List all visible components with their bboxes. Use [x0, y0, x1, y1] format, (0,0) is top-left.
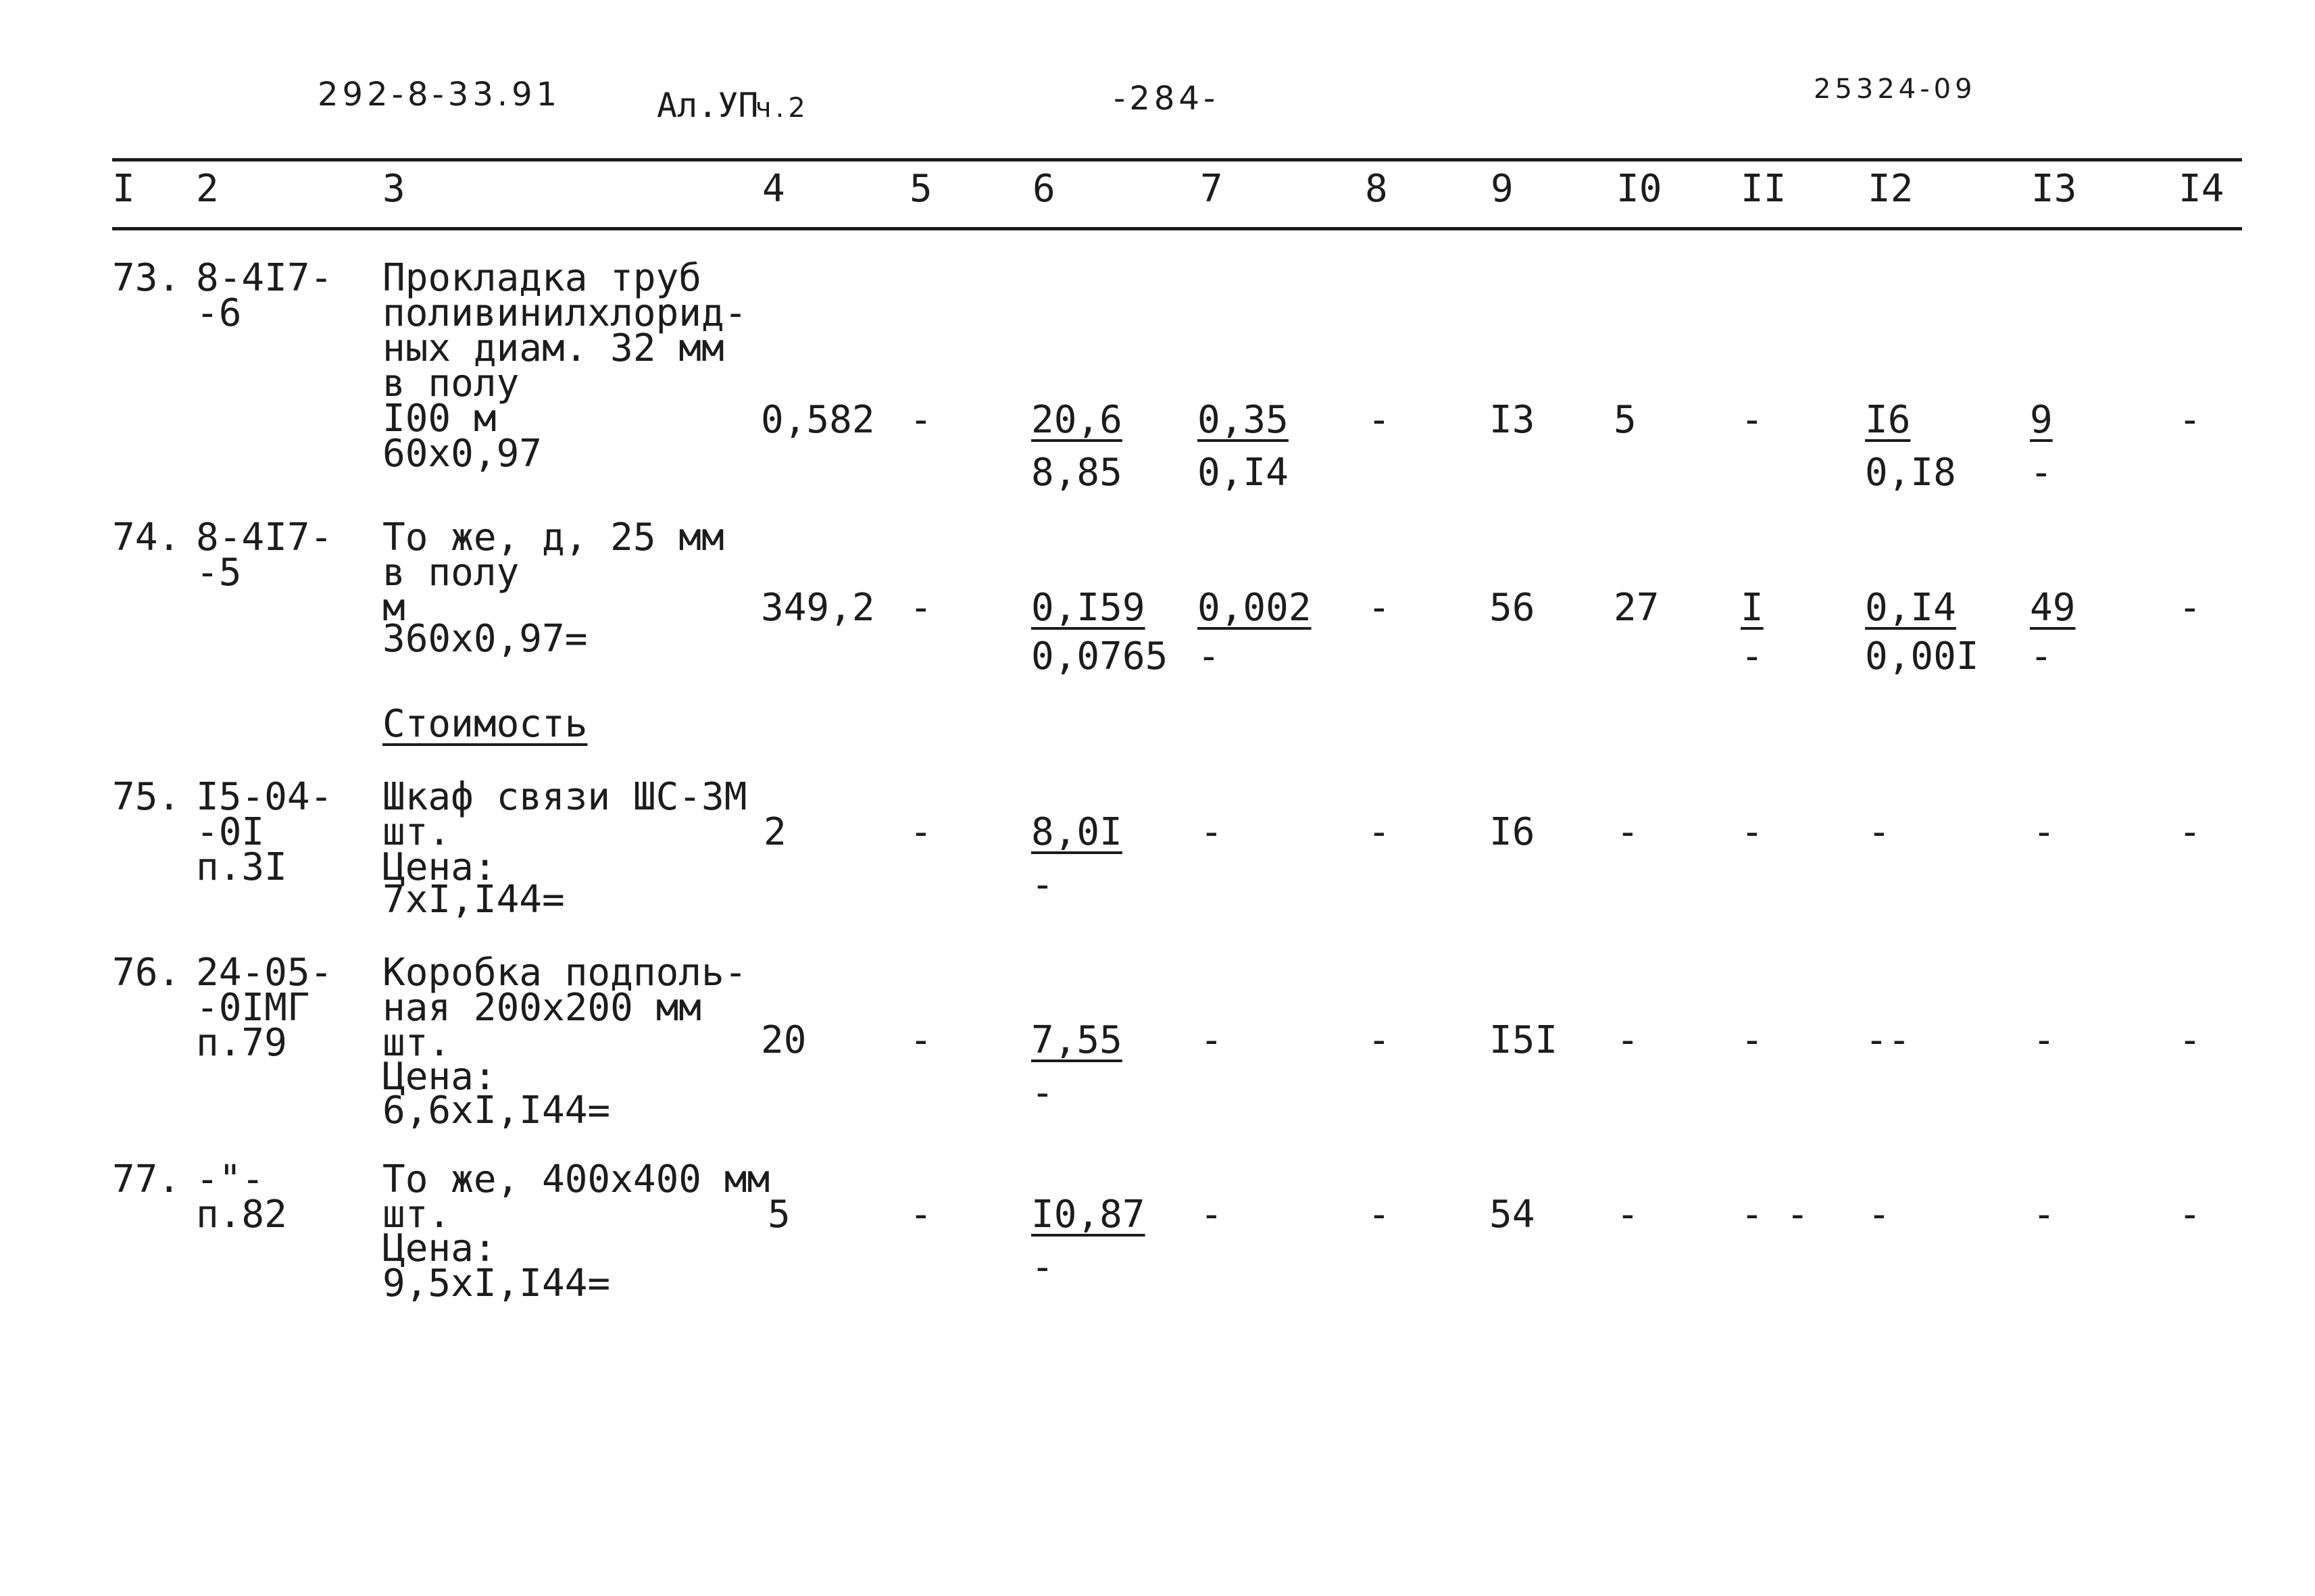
row-code-line: п.3I — [196, 845, 287, 889]
cell-c6-top: 0,I59 — [1031, 586, 1145, 630]
cell-c13-bottom: - — [2030, 451, 2053, 495]
cell-c5: - — [910, 810, 932, 854]
cell-c10: - — [1616, 1193, 1639, 1237]
cell-c5: - — [910, 1193, 932, 1237]
cell-c14: - — [2179, 586, 2201, 630]
row-code-line: -0I — [196, 810, 265, 854]
cell-quantity: 20 — [761, 1018, 807, 1062]
cell-c7: - — [1200, 810, 1223, 854]
row-number: 76. — [112, 951, 181, 995]
column-header: 9 — [1491, 167, 1514, 211]
column-header: I0 — [1616, 167, 1662, 211]
cell-c12-bottom: 0,I8 — [1865, 451, 1956, 495]
cell-c9: I6 — [1489, 810, 1535, 854]
cell-c5: - — [910, 586, 932, 630]
row-code-line: -0IМГ — [196, 986, 310, 1030]
cell-c6-bottom: - — [1031, 1245, 1054, 1289]
row-description-line: шт. — [382, 810, 451, 854]
row-code-line: 24-05- — [196, 951, 333, 995]
cell-c14: - — [2179, 810, 2201, 854]
row-description-line: Цена: — [382, 1226, 497, 1270]
row-description-line: То же, 400x400 мм — [382, 1157, 770, 1201]
cell-c8: - — [1368, 586, 1391, 630]
row-number: 77. — [112, 1157, 181, 1201]
cell-c9: I3 — [1489, 398, 1535, 442]
cell-c13-top: 49 — [2030, 586, 2076, 630]
row-code-line: -"- — [196, 1157, 265, 1201]
cell-c5: - — [910, 398, 932, 442]
row-description-line: 60x0,97 — [382, 432, 543, 476]
cell-c11-bottom: - — [1741, 634, 1764, 678]
cell-c7: - — [1200, 1018, 1223, 1062]
row-description-line: м — [382, 586, 405, 630]
cell-c6-bottom: - — [1031, 1071, 1054, 1115]
row-description-line: 360x0,97= — [382, 617, 588, 661]
cell-c6-bottom: - — [1031, 863, 1054, 907]
cell-c10: - — [1616, 810, 1639, 854]
column-header: 6 — [1032, 167, 1055, 211]
cell-c12-top: 0,I4 — [1865, 586, 1956, 630]
row-description-line: Цена: — [382, 1055, 497, 1099]
cell-c7: - — [1200, 1193, 1223, 1237]
cell-c13-top: 9 — [2030, 398, 2053, 442]
row-description-line: ных диам. 32 мм — [382, 326, 724, 370]
section-heading: Стоимость — [382, 702, 588, 746]
column-header: I — [112, 167, 135, 211]
cell-quantity: 5 — [768, 1193, 791, 1237]
cell-c7-bottom: - — [1197, 634, 1220, 678]
cell-c7-top: 0,35 — [1197, 398, 1289, 442]
column-header: I2 — [1868, 167, 1914, 211]
cell-quantity: 0,582 — [761, 398, 875, 442]
row-description-line: Цена: — [382, 845, 497, 889]
row-code-line: I5-04- — [196, 775, 333, 819]
row-code-line: 8-4I7- — [196, 256, 333, 300]
cell-c12: - — [1868, 810, 1891, 854]
row-code-line: п.82 — [196, 1193, 287, 1237]
cell-c13-bottom: - — [2030, 634, 2053, 678]
cell-c13: - — [2033, 1193, 2056, 1237]
document-code: 292-8-33.91 — [318, 76, 562, 114]
row-description-line: 9,5xI,I44= — [382, 1262, 611, 1305]
column-header: I3 — [2031, 167, 2077, 211]
row-description-line: шт. — [382, 1193, 451, 1237]
table-top-rule — [112, 158, 2242, 161]
row-code-line: п.79 — [196, 1021, 287, 1065]
cell-c8: - — [1368, 1018, 1391, 1062]
row-description-line: поливинилхлорид- — [382, 291, 747, 335]
cell-c12: - — [1868, 1193, 1891, 1237]
row-description-line: Шкаф связи ШС-3М — [382, 775, 747, 819]
cell-c14: - — [2179, 1193, 2201, 1237]
cell-quantity: 2 — [764, 810, 787, 854]
cell-c11: - — [1741, 398, 1764, 442]
cell-c6-top: 7,55 — [1031, 1018, 1122, 1062]
row-code-line: -6 — [196, 291, 242, 335]
column-header: 3 — [382, 167, 405, 211]
cell-c8: - — [1368, 1193, 1391, 1237]
row-description-line: в полу — [382, 551, 520, 595]
cell-c8: - — [1368, 398, 1391, 442]
cell-c9: 54 — [1489, 1193, 1535, 1237]
cell-c6-bottom: 0,0765 — [1031, 634, 1168, 678]
row-description-line: 7xI,I44= — [382, 878, 565, 922]
cell-c10: - — [1616, 1018, 1639, 1062]
row-description-line: в полу — [382, 361, 520, 405]
cell-c9: 56 — [1489, 586, 1535, 630]
cell-c13: - — [2033, 810, 2056, 854]
cell-c12-bottom: 0,00I — [1865, 634, 1979, 678]
row-description-line: Коробка подполь- — [382, 951, 747, 995]
cell-c5: - — [910, 1018, 932, 1062]
cell-c14: - — [2179, 398, 2201, 442]
cell-c12-top: I6 — [1865, 398, 1911, 442]
cell-c9: I5I — [1489, 1018, 1558, 1062]
column-header: 8 — [1365, 167, 1388, 211]
page-number: -284- — [1114, 80, 1220, 118]
column-header: 5 — [910, 167, 932, 211]
row-number: 73. — [112, 256, 181, 300]
column-header: 2 — [196, 167, 219, 211]
row-code-line: -5 — [196, 551, 242, 595]
row-number: 74. — [112, 516, 181, 559]
cell-c10: 5 — [1614, 398, 1637, 442]
row-number: 75. — [112, 775, 181, 819]
row-description-line: То же, д, 25 мм — [382, 516, 724, 559]
cell-quantity: 349,2 — [761, 586, 875, 630]
album-part: ч.2 — [755, 93, 810, 124]
cell-c12: -- — [1865, 1018, 1911, 1062]
cell-c8: - — [1368, 810, 1391, 854]
cell-c14: - — [2179, 1018, 2201, 1062]
cell-c11-top: I — [1741, 586, 1764, 630]
cell-c6-bottom: 8,85 — [1031, 451, 1122, 495]
table-header-rule — [112, 227, 2242, 230]
column-header: II — [1741, 167, 1787, 211]
cell-c11: - — [1741, 1018, 1764, 1062]
column-header: 7 — [1200, 167, 1223, 211]
row-description-line: Прокладка труб — [382, 256, 702, 300]
row-description-line: 6,6xI,I44= — [382, 1089, 611, 1132]
cell-c10: 27 — [1614, 586, 1660, 630]
cell-c6-top: I0,87 — [1031, 1193, 1145, 1237]
row-description-line: ная 200x200 мм — [382, 986, 702, 1030]
cell-c13: - — [2033, 1018, 2056, 1062]
cell-c7-bottom: 0,I4 — [1197, 451, 1289, 495]
cell-c7-top: 0,002 — [1197, 586, 1312, 630]
row-code-line: 8-4I7- — [196, 516, 333, 559]
cell-c6-top: 20,6 — [1031, 398, 1122, 442]
column-header: I4 — [2179, 167, 2224, 211]
cell-c11: - — [1741, 810, 1764, 854]
row-description-line: шт. — [382, 1021, 451, 1065]
row-description-line: I00 м — [382, 397, 497, 441]
sheet-code: 25324-09 — [1814, 74, 1976, 105]
album-label: Ал.УП — [657, 86, 759, 125]
cell-c11: - - — [1741, 1193, 1810, 1237]
column-header: 4 — [762, 167, 785, 211]
cell-c6-top: 8,0I — [1031, 810, 1122, 854]
